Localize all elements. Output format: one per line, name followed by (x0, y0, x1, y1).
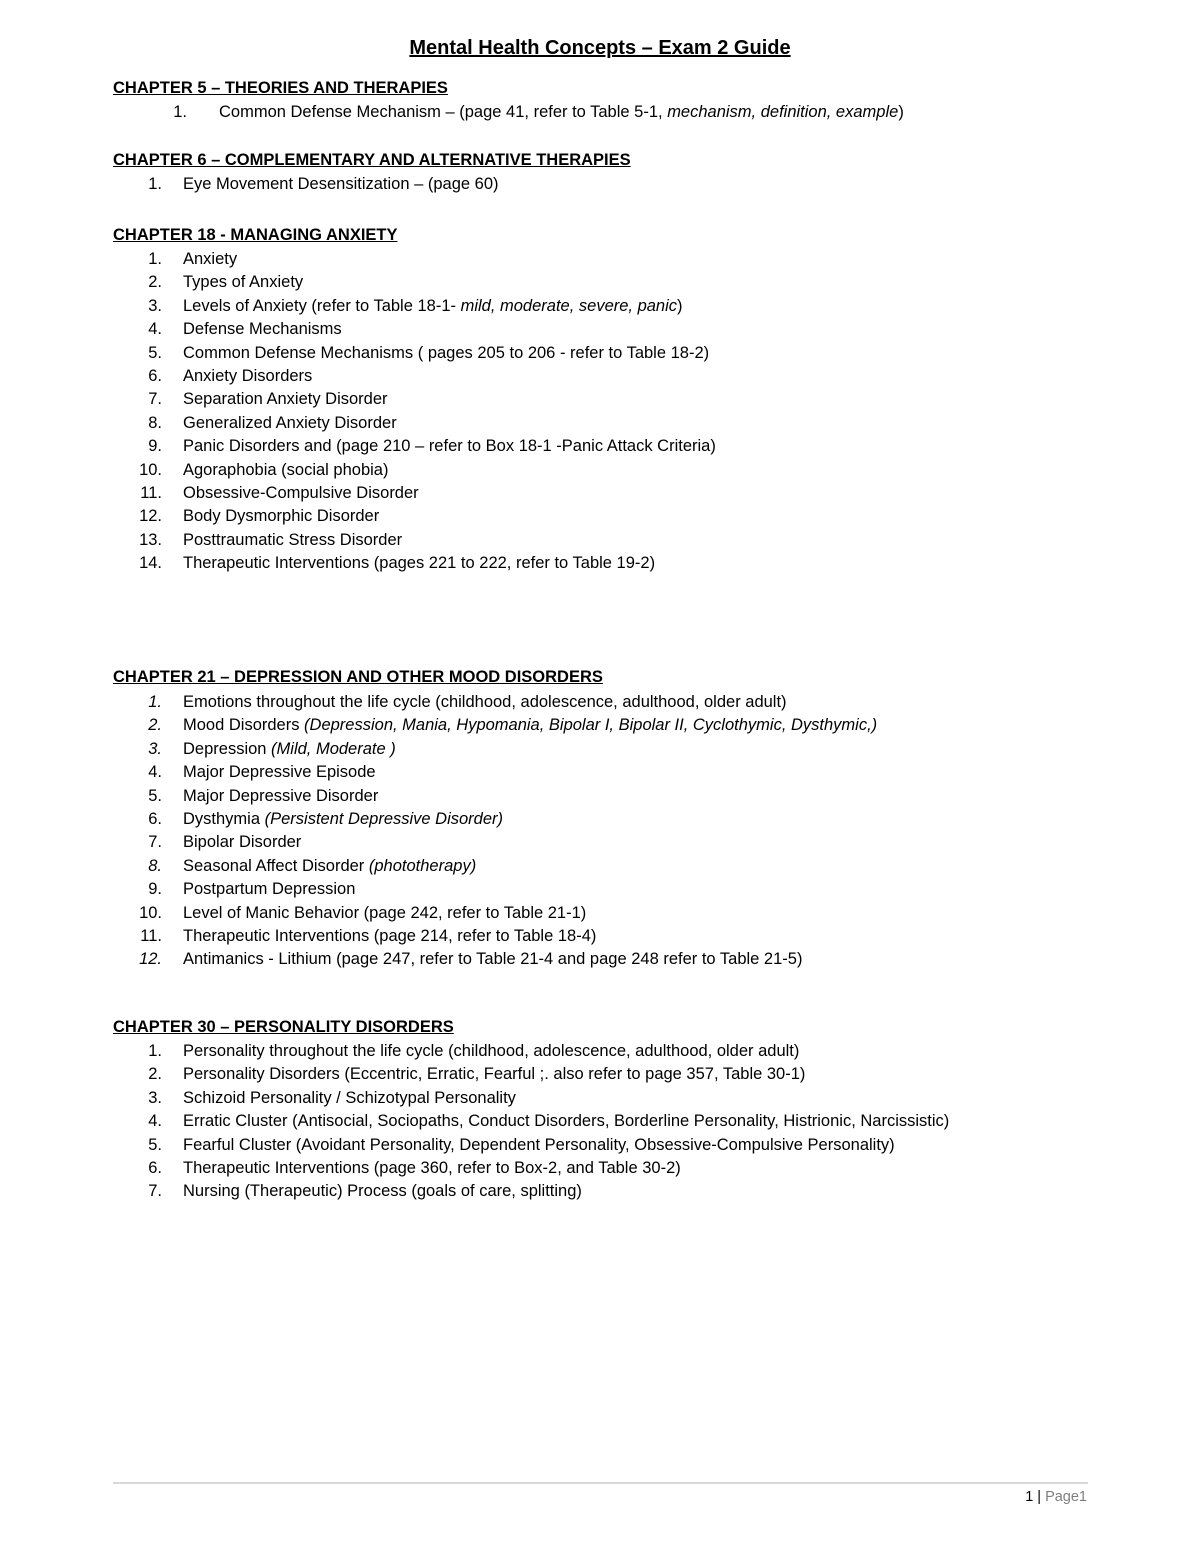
list-item-number: 7. (148, 833, 162, 852)
list-item-text-main: Bipolar Disorder (183, 833, 302, 852)
section-heading-chapter-21: CHAPTER 21 – DEPRESSION AND OTHER MOOD DISORDERS (113, 668, 603, 686)
list-item-text (183, 342, 709, 365)
list-item-text-main: Eye Movement Desensitization – (page 60) (183, 175, 499, 193)
list-item-text-main: Agoraphobia (social phobia) (183, 460, 389, 479)
list-item-text-main: Postpartum Depression (183, 880, 356, 899)
list-item-text-main: Emotions throughout the life cycle (childhood, adolescence, adulthood, older adult) (183, 693, 787, 711)
list-item-text (183, 435, 716, 458)
list-item-text (183, 1087, 516, 1110)
list-item-text-main: Levels of Anxiety (refer to Table 18-1- (183, 296, 461, 315)
list-item-text-after: ) (677, 296, 683, 315)
list-item-text-main: Major Depressive Episode (183, 763, 376, 782)
footer-divider (113, 1482, 1088, 1484)
list-item-number: 12. (139, 507, 162, 526)
list-item-text (183, 552, 655, 575)
list-item-text-main: Panic Disorders and (page 210 – refer to Box 18-1 -Panic Attack Criteria) (183, 437, 716, 456)
list-item-text-main: Fearful Cluster (Avoidant Personality, Dependent Personality, Obsessive-Compulsive Personality) (183, 1135, 895, 1154)
list-item-text-main: Types of Anxiety (183, 273, 304, 292)
list-item-text (183, 1157, 681, 1180)
list-item-text-main: Mood Disorders (183, 716, 305, 735)
list-item-number: 5. (148, 786, 162, 805)
list-item-text (183, 761, 376, 784)
list-item-number: 1. (148, 250, 162, 268)
list-item-text (183, 365, 312, 388)
list-item-text-italic: mechanism, definition, example (667, 103, 899, 121)
list-item-number: 3. (148, 1088, 162, 1107)
list-item-number: 9. (148, 437, 162, 456)
list-item-text (183, 318, 342, 341)
list-item-text-main: Separation Anxiety Disorder (183, 390, 388, 409)
list-item-number: 12. (139, 950, 162, 969)
list-item-text (183, 482, 419, 505)
list-item-number: 11. (140, 483, 162, 502)
list-item-number: 2. (148, 716, 162, 735)
list-item-text-italic: (Persistent Depressive Disorder) (264, 809, 504, 828)
list-item-text-main: Dysthymia (183, 809, 265, 828)
list-item-number: 2. (148, 273, 162, 292)
list-item-number: 5. (148, 343, 162, 362)
section-heading-chapter-6: CHAPTER 6 – COMPLEMENTARY AND ALTERNATIVE THERAPIES (113, 151, 631, 169)
list-item-text (183, 831, 301, 854)
page-footer (1025, 1488, 1087, 1506)
list-item-number: 9. (148, 880, 162, 899)
list-item-number: 1. (148, 1042, 162, 1060)
list-item-text (183, 459, 388, 482)
list-item-text-main: Defense Mechanisms (183, 320, 342, 339)
list-item-text-main: Level of Manic Behavior (page 242, refer to Table 21-1) (183, 903, 587, 922)
list-item-text (183, 529, 402, 552)
list-item-text-main: Schizoid Personality / Schizotypal Personality (183, 1088, 516, 1107)
list-item-number: 14. (139, 554, 162, 573)
list-item-text (183, 248, 237, 271)
list-item-text (183, 295, 683, 318)
list-item-text (183, 412, 397, 435)
list-item-text (183, 1063, 805, 1086)
list-item-number: 4. (148, 320, 162, 339)
document-title: Mental Health Concepts – Exam 2 Guide (409, 37, 791, 59)
list-item-number: 1. (148, 693, 162, 711)
list-item-text-main: Personality Disorders (Eccentric, Erratic, Fearful ;. also refer to page 357, Table 30-1) (183, 1065, 806, 1084)
list-item-text (183, 738, 396, 761)
list-item-number: 3. (148, 739, 162, 758)
list-item-text-main: Antimanics - Lithium (page 247, refer to Table 21-4 and page 248 refer to Table 21-5) (183, 950, 803, 969)
list-item-number: 10. (139, 903, 162, 922)
footer-separator: | (1037, 1489, 1042, 1505)
list-item-text (183, 173, 499, 196)
list-item-text-italic: (phototherapy) (368, 856, 477, 875)
list-item-number: 10. (139, 460, 162, 479)
list-item-text (219, 101, 904, 124)
list-item-text-main: Posttraumatic Stress Disorder (183, 530, 403, 549)
list-item-number: 1. (173, 103, 187, 121)
list-item-text-main: Therapeutic Interventions (page 360, refer to Box-2, and Table 30-2) (183, 1158, 681, 1177)
list-item-text-main: Depression (183, 739, 272, 758)
list-item-number: 11. (140, 926, 162, 945)
list-item-number: 6. (148, 809, 162, 828)
list-item-text-main: Therapeutic Interventions (page 214, refer to Table 18-4) (183, 926, 597, 945)
list-item-text (183, 1180, 582, 1203)
list-item-text-main: Generalized Anxiety Disorder (183, 413, 397, 432)
list-item-text-main: Obsessive-Compulsive Disorder (183, 483, 419, 502)
section-heading-chapter-18: CHAPTER 18 - MANAGING ANXIETY (113, 226, 398, 244)
list-item-text-italic: (Mild, Moderate ) (271, 739, 396, 758)
list-item-number: 4. (148, 1112, 162, 1131)
list-item-text (183, 1134, 895, 1157)
list-item-text-main: Nursing (Therapeutic) Process (goals of care, splitting) (183, 1182, 582, 1201)
list-item-text (183, 855, 476, 878)
list-item-text-italic: (Depression, Mania, Hypomania, Bipolar I, Bipolar II, Cyclothymic, Dysthymic,) (304, 716, 878, 735)
list-item-text-main: Major Depressive Disorder (183, 786, 379, 805)
list-item-text-after: ) (898, 103, 904, 121)
list-item-text (183, 1040, 799, 1063)
list-item-number: 2. (148, 1065, 162, 1084)
list-item-text (183, 785, 378, 808)
list-item-number: 1. (148, 175, 162, 193)
list-item-text-main: Seasonal Affect Disorder (183, 856, 369, 875)
list-item-number: 3. (148, 296, 162, 315)
list-item-text-main: Anxiety Disorders (183, 366, 313, 385)
list-item-number: 7. (148, 390, 162, 409)
list-item-text (183, 388, 388, 411)
list-item-number: 8. (148, 856, 162, 875)
list-item-text (183, 691, 787, 714)
list-item-text (183, 271, 303, 294)
list-item-text (183, 808, 503, 831)
list-item-text (183, 948, 802, 971)
footer-page-label: Page1 (1045, 1489, 1087, 1505)
list-item-text-main: Common Defense Mechanisms ( pages 205 to 206 - refer to Table 18-2) (183, 343, 710, 362)
list-item-text (183, 925, 596, 948)
list-item-text-italic: mild, moderate, severe, panic (460, 296, 678, 315)
list-item-number: 6. (148, 1158, 162, 1177)
list-item-number: 13. (139, 530, 162, 549)
list-item-text (183, 505, 379, 528)
section-heading-chapter-5: CHAPTER 5 – THEORIES AND THERAPIES (113, 79, 448, 97)
list-item-text-main: Anxiety (183, 250, 238, 268)
list-item-number: 7. (148, 1182, 162, 1201)
list-item-text (183, 714, 877, 737)
list-item-number: 5. (148, 1135, 162, 1154)
list-item-text (183, 1110, 949, 1133)
section-heading-chapter-30: CHAPTER 30 – PERSONALITY DISORDERS (113, 1018, 454, 1036)
list-item-text-main: Personality throughout the life cycle (childhood, adolescence, adulthood, older adult) (183, 1042, 800, 1060)
list-item-text-main: Body Dysmorphic Disorder (183, 507, 380, 526)
list-item-text (183, 902, 586, 925)
footer-page-number: 1 (1025, 1489, 1034, 1505)
list-item-text-main: Common Defense Mechanism – (page 41, refer to Table 5-1, (219, 103, 668, 121)
list-item-number: 8. (148, 413, 162, 432)
list-item-text (183, 878, 355, 901)
list-item-text-main: Therapeutic Interventions (pages 221 to 222, refer to Table 19-2) (183, 554, 656, 573)
list-item-text-main: Erratic Cluster (Antisocial, Sociopaths, Conduct Disorders, Borderline Personality, Histrionic, Narcissistic) (183, 1112, 950, 1131)
list-item-number: 4. (148, 763, 162, 782)
list-item-number: 6. (148, 366, 162, 385)
